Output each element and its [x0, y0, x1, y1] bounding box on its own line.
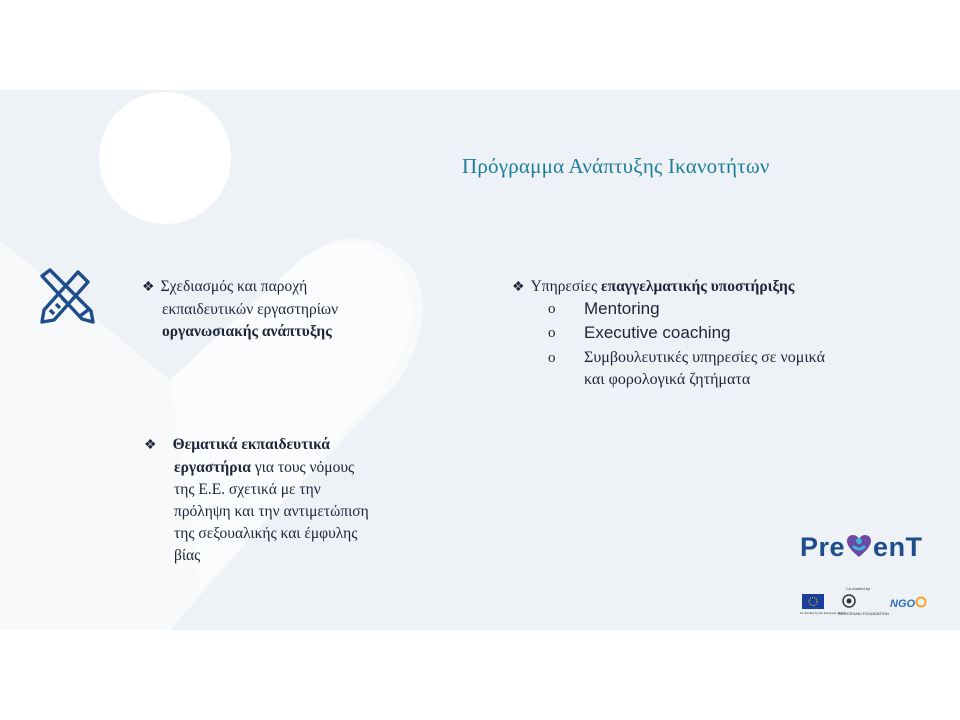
bullet-text-bold: Θεματικά εκπαιδευτικά	[172, 436, 330, 453]
bullet-text: Σχεδιασμός και παροχή	[160, 278, 308, 295]
diamond-bullet-icon: ❖	[512, 280, 525, 295]
diamond-bullet-icon: ❖	[142, 280, 155, 295]
bullet-thematic	[144, 434, 369, 567]
sub-item-text: Συμβουλευτικές υπηρεσίες σε νομικά	[584, 349, 825, 366]
bullet-text: της σεξουαλικής και έμφυλης	[174, 525, 358, 542]
bullet-text-bold: οργανωσιακής ανάπτυξης	[162, 323, 332, 340]
sub-bullet-marker: o	[548, 301, 556, 317]
sub-item-text: Executive coaching	[584, 323, 731, 342]
diamond-bullet-icon: ❖	[144, 438, 157, 453]
sub-item-text: Mentoring	[584, 299, 660, 318]
bullet-text: Υπηρεσίες	[530, 278, 601, 295]
logo-text-right: enT	[873, 532, 923, 562]
eu-label: Co-funded by the European Union	[800, 611, 846, 615]
bullet-text: για τους νόμους	[250, 459, 355, 476]
sub-bullet-marker: o	[548, 350, 556, 366]
bodossaki-logo-icon	[842, 594, 856, 608]
eu-flag-icon	[802, 594, 824, 609]
ngo-swirl-icon	[915, 596, 927, 608]
bodossaki-label: BODOSSAKI FOUNDATION	[838, 611, 889, 616]
prevent-logo	[800, 532, 923, 563]
pencil-ruler-icon	[36, 266, 98, 326]
cofunded-label: Co-funded by	[846, 586, 871, 591]
heart-icon	[845, 532, 873, 560]
bullet-text: εκπαιδευτικών εργαστηρίων	[162, 301, 339, 318]
bullet-text: της Ε.Ε. σχετικά με την	[174, 481, 321, 498]
bullet-text: βίας	[174, 547, 201, 564]
sub-item-text-cont: και φορολογικά ζητήματα	[584, 371, 751, 388]
sub-bullet-marker: o	[548, 325, 556, 341]
slide	[0, 90, 960, 630]
bullet-text-bold: εργαστήρια	[174, 459, 251, 476]
ngo-label: NGO	[890, 598, 916, 610]
bullet-text: πρόληψη και την αντιμετώπιση	[174, 503, 369, 520]
bullet-workshops	[142, 276, 338, 343]
bullet-text-bold: επαγγελματικής υποστήριξης	[600, 278, 795, 295]
logo-text-left: Pre	[800, 532, 846, 562]
slide-title: Πρόγραμμα Ανάπτυξης Ικανοτήτων	[462, 154, 770, 178]
bullet-services	[512, 276, 794, 299]
ngo-logo	[890, 596, 927, 610]
